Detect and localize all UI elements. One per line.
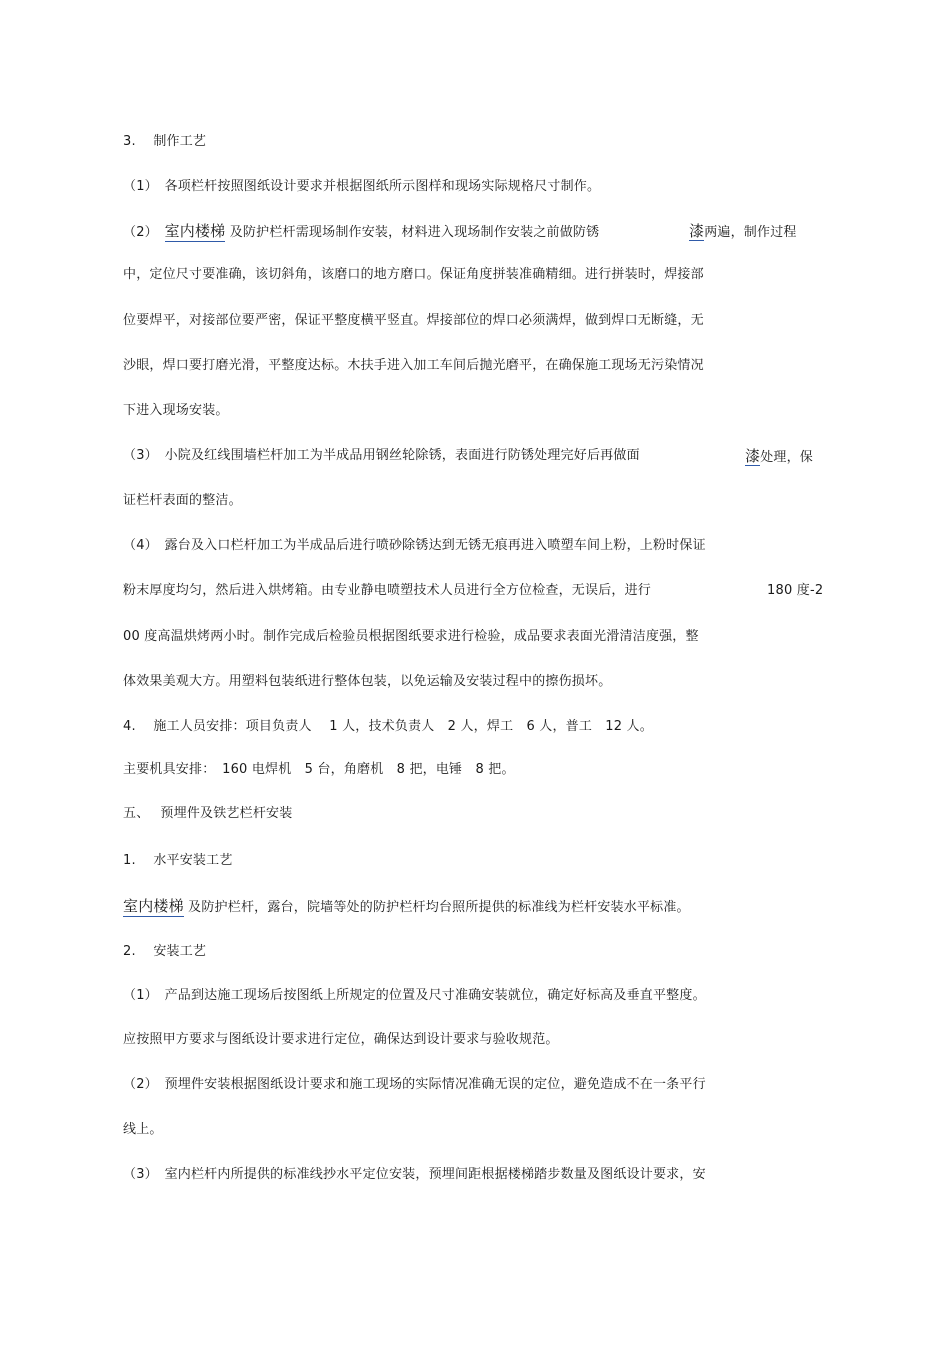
section-3-paragraph-3-line-2: 证栏杆表面的整洁。 bbox=[123, 493, 242, 508]
section-3-paragraph-2-line-5: 下进入现场安装。 bbox=[123, 403, 229, 418]
section-3-paragraph-4-line-4: 体效果美观大方。用塑料包装纸进行整体包装，以免运输及安装过程中的擦伤损坏。 bbox=[123, 674, 612, 689]
section-3-paragraph-2-line-1 bbox=[123, 222, 599, 242]
paragraph-2-middle: 及防护栏杆需现场制作安装，材料进入现场制作安装之前做防锈 bbox=[225, 225, 600, 240]
indoor-stairs-link[interactable]: 室内楼梯 bbox=[164, 222, 226, 240]
section-5-1-paragraph bbox=[123, 897, 690, 917]
section-5-2-paragraph-2-line-1: （2） 预埋件安装根据图纸设计要求和施工现场的实际情况准确无误的定位，避免造成不在一条平行 bbox=[123, 1077, 706, 1092]
paragraph-3-suffix: 处理，保 bbox=[760, 450, 814, 465]
section-3-title: 3. 制作工艺 bbox=[123, 134, 207, 149]
paint-annotation-2[interactable]: 漆 bbox=[745, 447, 761, 465]
section-3-paragraph-1: （1） 各项栏杆按照图纸设计要求并根据图纸所示图样和现场实际规格尺寸制作。 bbox=[123, 179, 601, 194]
paint-annotation-line-2 bbox=[745, 447, 813, 467]
section-5-2-title: 2. 安装工艺 bbox=[123, 944, 207, 959]
section-5-1-text: 及防护栏杆，露台，院墙等处的防护栏杆均台照所提供的标准线为栏杆安装水平标准。 bbox=[183, 900, 690, 915]
section-5-2-paragraph-2-line-2: 线上。 bbox=[123, 1122, 163, 1137]
section-3-paragraph-2-line-2: 中，定位尺寸要准确，该切斜角，该磨口的地方磨口。保证角度拼装准确精细。进行拼装时，焊接部 bbox=[123, 267, 704, 282]
paragraph-2-suffix: 两遍，制作过程 bbox=[704, 225, 797, 240]
section-3-paragraph-2-line-4: 沙眼，焊口要打磨光滑，平整度达标。木扶手进入加工车间后抛光磨平，在确保施工现场无污染情况 bbox=[123, 358, 704, 373]
equipment-arrangement: 主要机具安排： 160 电焊机 5 台，角磨机 8 把，电锤 8 把。 bbox=[123, 762, 515, 777]
indoor-stairs-link-2[interactable]: 室内楼梯 bbox=[123, 897, 184, 915]
paint-annotation-line-1 bbox=[689, 222, 797, 242]
section-5-1-title: 1. 水平安装工艺 bbox=[123, 853, 233, 868]
section-5-2-paragraph-1-line-1: （1） 产品到达施工现场后按图纸上所规定的位置及尺寸准确安装就位，确定好标高及垂直平整度。 bbox=[123, 988, 706, 1003]
paragraph-2-prefix: （2） bbox=[123, 225, 165, 240]
section-5-2-paragraph-3-line-1: （3） 室内栏杆内所提供的标准线抄水平定位安装，预埋间距根据楼梯踏步数量及图纸设计要求，安 bbox=[123, 1167, 706, 1182]
paint-annotation[interactable]: 漆 bbox=[689, 222, 705, 240]
section-3-paragraph-4-line-2: 粉末厚度均匀，然后进入烘烤箱。由专业静电喷塑技术人员进行全方位检查，无误后，进行 bbox=[123, 583, 652, 598]
temperature-range-start: 180 度-2 bbox=[767, 583, 824, 598]
section-3-paragraph-3-line-1: （3） 小院及红线围墙栏杆加工为半成品用钢丝轮除锈，表面进行防锈处理完好后再做面 bbox=[123, 448, 640, 463]
section-3-paragraph-4-line-1: （4） 露台及入口栏杆加工为半成品后进行喷砂除锈达到无锈无痕再进入喷塑车间上粉，上粉时保证 bbox=[123, 538, 706, 553]
section-3-paragraph-2-line-3: 位要焊平，对接部位要严密，保证平整度横平竖直。焊接部位的焊口必须满焊，做到焊口无断缝，无 bbox=[123, 313, 704, 328]
section-5-title: 五、 预埋件及铁艺栏杆安装 bbox=[123, 806, 293, 821]
section-3-paragraph-4-line-3: 00 度高温烘烤两小时。制作完成后检验员根据图纸要求进行检验，成品要求表面光滑清洁度强，整 bbox=[123, 629, 699, 644]
section-5-2-paragraph-1-line-2: 应按照甲方要求与图纸设计要求进行定位，确保达到设计要求与验收规范。 bbox=[123, 1032, 559, 1047]
staff-arrangement: 4. 施工人员安排：项目负责人 1 人，技术负责人 2 人，焊工 6 人，普工 12 人。 bbox=[123, 719, 653, 734]
